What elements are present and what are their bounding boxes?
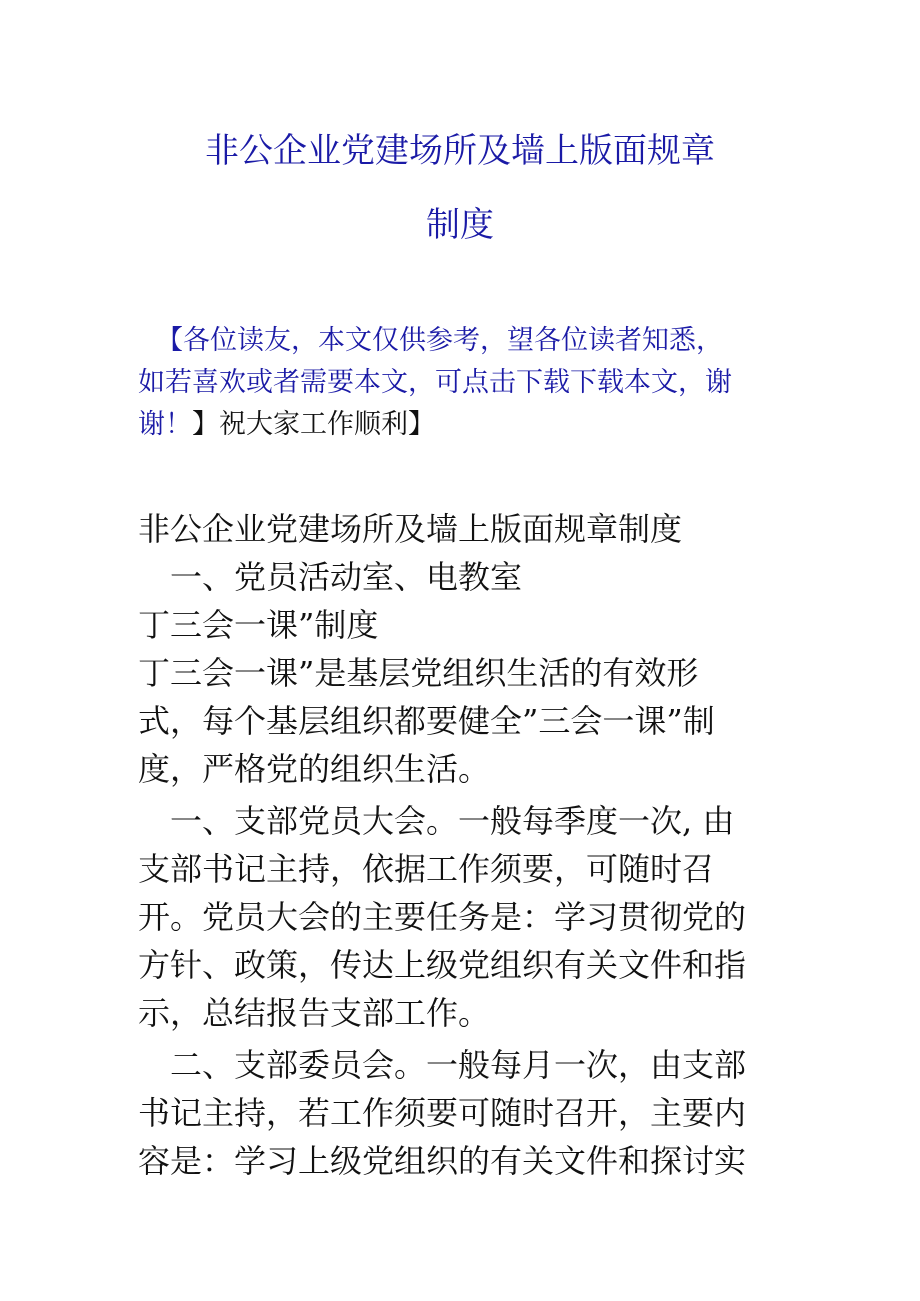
notice-line-1: 【各位读友，本文仅供参考，望各位读者知悉， xyxy=(156,325,723,356)
paragraph-line: 示，总结报告支部工作。 xyxy=(138,994,491,1032)
notice-line-3-text: 】祝大家工作顺利】 xyxy=(192,409,435,440)
paragraph-line: 一、支部党员大会。一般每季度一次, 由 xyxy=(170,802,735,840)
document-title-line-2: 制度 xyxy=(426,205,494,245)
section-heading: 一、党员活动室、电教室 xyxy=(170,558,523,596)
paragraph-line: 书记主持，若工作须要可随时召开，主要内 xyxy=(138,1094,747,1132)
paragraph-line: 丁三会一课”是基层党组织生活的有效形 xyxy=(138,654,699,692)
paragraph-line: 二、支部委员会。一般每月一次，由支部 xyxy=(170,1046,747,1084)
notice-line-3 xyxy=(138,404,435,446)
paragraph-line: 开。党员大会的主要任务是：学习贯彻党的 xyxy=(138,898,747,936)
notice-line-3-blue-text: 谢！ xyxy=(138,409,192,440)
body-heading: 非公企业党建场所及墙上版面规章制度 xyxy=(138,510,683,548)
paragraph-line: 式，每个基层组织都要健全”三会一课”制 xyxy=(138,702,715,740)
paragraph-line: 容是：学习上级党组织的有关文件和探讨实 xyxy=(138,1142,747,1180)
paragraph-line: 度，严格党的组织生活。 xyxy=(138,750,491,788)
document-title-line-1: 非公企业党建场所及墙上版面规章 xyxy=(205,131,715,171)
subsection-heading: 丁三会一课”制度 xyxy=(138,606,379,644)
notice-line-2: 如若喜欢或者需要本文，可点击下载下载本文，谢 xyxy=(138,367,732,398)
paragraph-line: 支部书记主持，依据工作须要，可随时召 xyxy=(138,850,715,888)
paragraph-line: 方针、政策，传达上级党组织有关文件和指 xyxy=(138,946,747,984)
